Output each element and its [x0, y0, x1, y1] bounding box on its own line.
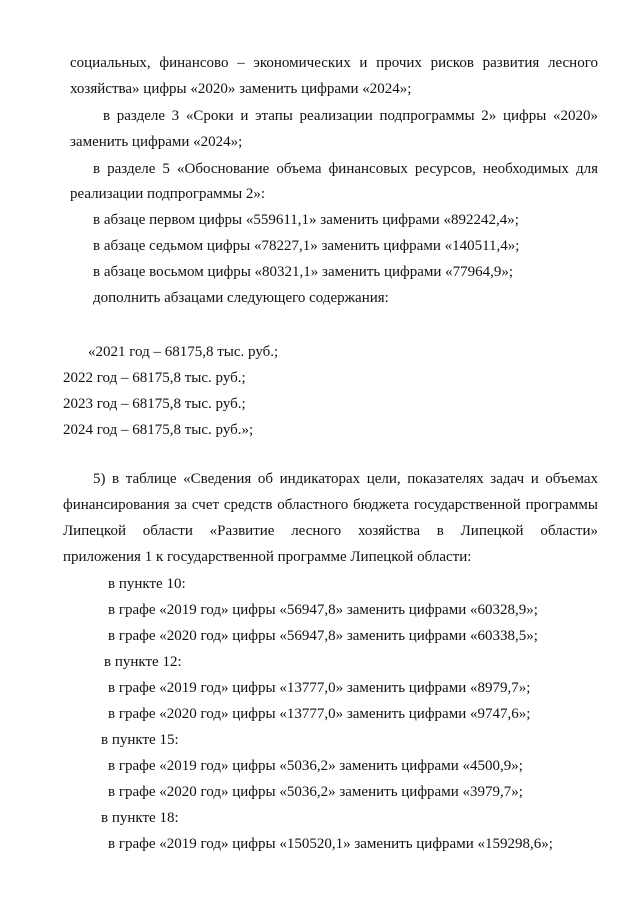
list-item: 2023 год – 68175,8 тыс. руб.; [63, 396, 246, 412]
text-line: в графе «2020 год» цифры «56947,8» заменить цифрами «60338,5»; [108, 628, 538, 644]
text-line: Липецкой области «Развитие лесного хозяйства в Липецкой области» [63, 523, 598, 539]
list-item: «2021 год – 68175,8 тыс. руб.; [88, 344, 279, 360]
text-line: в графе «2020 год» цифры «5036,2» заменить цифрами «3979,7»; [108, 784, 523, 800]
text-line: в графе «2019 год» цифры «5036,2» заменить цифрами «4500,9»; [108, 758, 523, 774]
text-line: дополнить абзацами следующего содержания: [93, 290, 389, 306]
item-heading: в пункте 12: [104, 654, 182, 670]
text-line: хозяйства» цифры «2020» заменить цифрами «2024»; [70, 81, 412, 97]
item-heading: в пункте 15: [101, 732, 179, 748]
text-line: реализации подпрограммы 2»: [70, 186, 266, 202]
text-line: в графе «2019 год» цифры «56947,8» заменить цифрами «60328,9»; [108, 602, 538, 618]
text-line: заменить цифрами «2024»; [70, 134, 243, 150]
text-line: в графе «2020 год» цифры «13777,0» заменить цифрами «9747,6»; [108, 706, 531, 722]
text-line: в графе «2019 год» цифры «150520,1» заменить цифрами «159298,6»; [108, 836, 553, 852]
text-line: финансирования за счет средств областного бюджета государственной программы [63, 497, 598, 513]
text-line: в графе «2019 год» цифры «13777,0» заменить цифрами «8979,7»; [108, 680, 531, 696]
item-heading: в пункте 18: [101, 810, 179, 826]
text-line: в абзаце седьмом цифры «78227,1» заменить цифрами «140511,4»; [93, 238, 520, 254]
text-line: социальных, финансово – экономических и прочих рисков развития лесного [70, 55, 598, 71]
text-line: в абзаце первом цифры «559611,1» заменить цифрами «892242,4»; [93, 212, 519, 228]
text-line: в разделе 3 «Сроки и этапы реализации подпрограммы 2» цифры «2020» [103, 108, 598, 124]
list-item: 2024 год – 68175,8 тыс. руб.»; [63, 422, 254, 438]
text-line: приложения 1 к государственной программе Липецкой области: [63, 549, 472, 565]
text-line: в абзаце восьмом цифры «80321,1» заменить цифрами «77964,9»; [93, 264, 514, 280]
item-heading: в пункте 10: [108, 576, 186, 592]
text-line: в разделе 5 «Обоснование объема финансовых ресурсов, необходимых для [93, 161, 598, 177]
list-item: 2022 год – 68175,8 тыс. руб.; [63, 370, 246, 386]
text-line: 5) в таблице «Сведения об индикаторах цели, показателях задач и объемах [93, 471, 598, 487]
